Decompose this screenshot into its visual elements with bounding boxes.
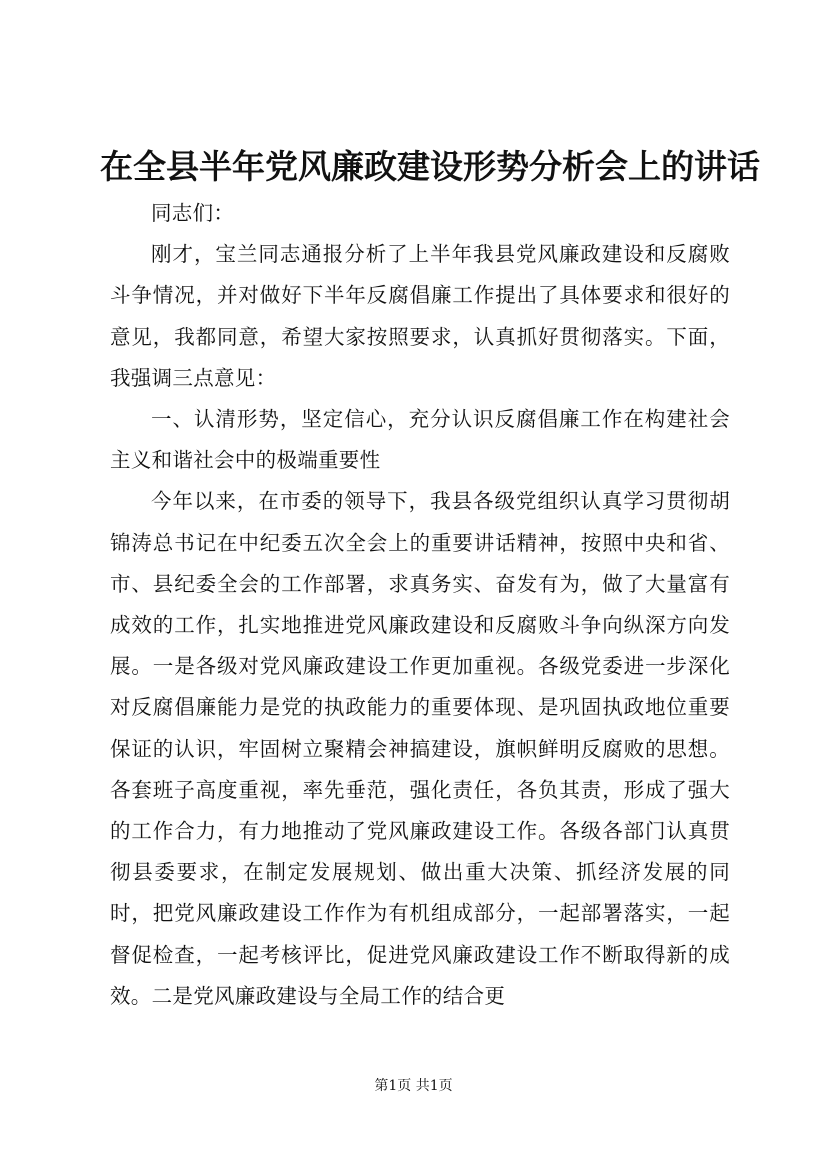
section-heading-paragraph: 一、认清形势，坚定信心，充分认识反腐倡廉工作在构建社会主义和谐社会中的极端重要性 (110, 407, 730, 473)
salutation-paragraph: 同志们： (151, 201, 235, 225)
document-body (110, 193, 730, 1017)
intro-paragraph: 刚才，宝兰同志通报分析了上半年我县党风廉政建设和反腐败斗争情况，并对做好下半年反腐倡廉工作提出了具体要求和很好的意见，我都同意，希望大家按照要求，认真抓好贯彻落实。下面，我强调三点意见： (110, 242, 730, 390)
document-title: 在全县半年党风廉政建设形势分析会上的讲话 (100, 147, 760, 186)
page-footer: 第1页 共1页 (374, 1078, 453, 1094)
body-paragraph: 今年以来，在市委的领导下，我县各级党组织认真学习贯彻胡锦涛总书记在中纪委五次全会上的重要讲话精神，按照中央和省、市、县纪委全会的工作部署，求真务实、奋发有为，做了大量富有成效的工作，扎实地推进党风廉政建设和反腐败斗争向纵深方向发展。一是各级对党风廉政建设工作更加重视。各级党委进一步深化对反腐倡廉能力是党的执政能力的重要体现、是巩固执政地位重要保证的认识，牢固树立聚精会神搞建设，旗帜鲜明反腐败的思想。各套班子高度重视，率先垂范，强化责任，各负其责，形成了强大的工作合力，有力地推动了党风廉政建设工作。各级各部门认真贯彻县委要求，在制定发展规划、做出重大决策、抓经济发展的同时，把党风廉政建设工作作为有机组成部分，一起部署落实，一起督促检查，一起考核评比，促进党风廉政建设工作不断取得新的成效。二是党风廉政建设与全局工作的结合更 (110, 489, 730, 1008)
